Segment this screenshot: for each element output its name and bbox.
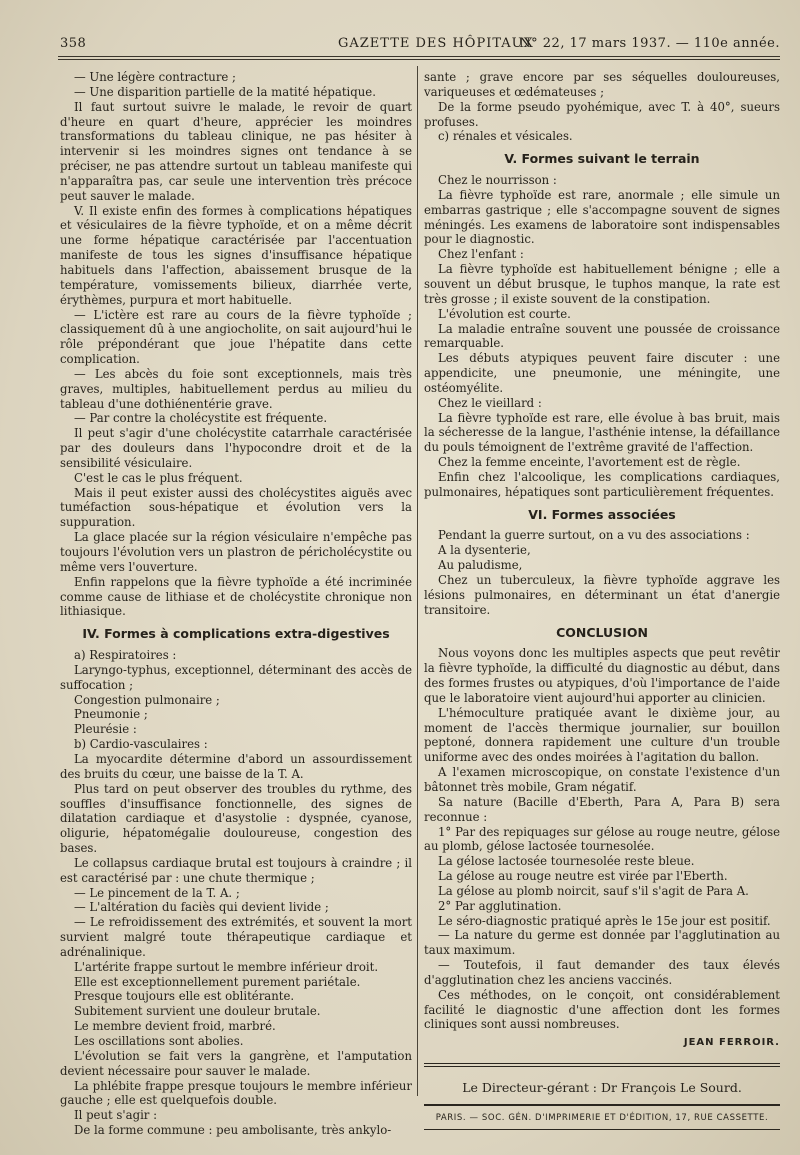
director-line: Le Directeur-gérant : Dr François Le Sourd. xyxy=(462,1080,742,1096)
paragraph: La phlébite frappe presque toujours le membre inférieur gauche ; elle est quelquefois double. xyxy=(60,1078,412,1108)
paragraph: — Une disparition partielle de la matité hépatique. xyxy=(74,84,376,99)
paragraph: — L'ictère est rare au cours de la fièvre typhoïde ; classiquement dû à une angiocholite, on sait aujourd'hui le rôle prépondérant que joue l'hépatite dans cette complication. xyxy=(60,307,412,367)
page-header xyxy=(58,34,780,56)
paragraph: Pneumonie ; xyxy=(74,707,148,722)
imprint-rule xyxy=(424,1104,780,1106)
paragraph: Au paludisme, xyxy=(438,558,523,573)
paragraph: Congestion pulmonaire ; xyxy=(74,692,220,707)
paragraph: La fièvre typhoïde est rare, anormale ; elle simule un embarras gastrique ; elle s'accompagne souvent de signes méningés. Les examens de laboratoire sont indispensables pour le diagnostic. xyxy=(424,187,780,247)
closing-double-rule xyxy=(424,1063,780,1067)
paragraph: Pleurésie : xyxy=(74,722,137,737)
paragraph: — Une légère contracture ; xyxy=(74,70,236,84)
paragraph: De la forme commune : peu ambolisante, très ankylo- xyxy=(74,1123,392,1138)
paragraph: c) rénales et vésicales. xyxy=(438,129,573,144)
author-signature: JEAN FERROIR. xyxy=(683,1037,780,1049)
paragraph: Elle est exceptionnellement purement pariétale. xyxy=(74,974,361,989)
paragraph: Presque toujours elle est oblitérante. xyxy=(74,989,295,1004)
paragraph: C'est le cas le plus fréquent. xyxy=(74,470,243,485)
section-heading: CONCLUSION xyxy=(556,624,648,640)
header-rule xyxy=(58,56,780,57)
paragraph: a) Respiratoires : xyxy=(74,648,177,663)
printer-imprint: PARIS. — SOC. GÉN. D'IMPRIMERIE ET D'ÉDITION, 17, RUE CASSETTE. xyxy=(435,1113,769,1123)
paragraph: Chez le vieillard : xyxy=(438,395,542,410)
paragraph: Mais il peut exister aussi des cholécystites aiguës avec tuméfaction sous-hépatique et évolution vers la suppuration. xyxy=(60,485,412,530)
paragraph: — Par contre la cholécystite est fréquente. xyxy=(74,411,328,426)
paragraph: L'évolution est courte. xyxy=(438,306,571,321)
paragraph: Subitement survient une douleur brutale. xyxy=(74,1004,321,1019)
paragraph: Enfin rappelons que la fièvre typhoïde a été incriminée comme cause de lithiase et de cholécystite chronique non lithiasique. xyxy=(60,574,412,619)
paragraph: Les débuts atypiques peuvent faire discuter : une appendicite, une pneumonie, une méningite, une ostéomyélite. xyxy=(424,351,780,395)
paragraph: La gélose lactosée tournesolée reste bleue. xyxy=(438,854,695,869)
paragraph: Il peut s'agir : xyxy=(74,1108,158,1123)
paragraph: Pendant la guerre surtout, on a vu des associations : xyxy=(438,528,750,543)
paragraph: Nous voyons donc les multiples aspects que peut revêtir la fièvre typhoïde, la difficulté du diagnostic au début, dans des formes frustes ou atypiques, d'où l'importance de l'aide que le laboratoire vient aujourd'hui apporter au clinicien. xyxy=(424,646,780,705)
paragraph: — Toutefois, il faut demander des taux élevés d'agglutination chez les anciens vaccinés. xyxy=(424,958,780,987)
paragraph: sante ; grave encore par ses séquelles douloureuses, variqueuses et œdémateuses ; xyxy=(424,70,780,99)
paragraph: Chez un tuberculeux, la fièvre typhoïde aggrave les lésions pulmonaires, en déterminant un état d'anergie transitoire. xyxy=(424,573,780,617)
header-rule-double xyxy=(58,59,780,60)
paragraph: L'évolution se fait vers la gangrène, et l'amputation devient nécessaire pour sauver le malade. xyxy=(60,1048,412,1078)
column-divider xyxy=(417,66,418,1096)
paragraph: — Les abcès du foie sont exceptionnels, mais très graves, multiples, habituellement perdus au milieu du tableau d'une dothiénentérie grave. xyxy=(60,366,412,411)
paragraph: La gélose au plomb noircit, sauf s'il s'agit de Para A. xyxy=(438,883,749,898)
paragraph: Il peut s'agir d'une cholécystite catarrhale caractérisée par des douleurs dans l'hypocondre droit et de la sensibilité vésiculaire. xyxy=(60,426,412,470)
paragraph: — L'altération du faciès qui devient livide ; xyxy=(74,900,329,915)
paragraph: A l'examen microscopique, on constate l'existence d'un bâtonnet très mobile, Gram négatif. xyxy=(424,765,780,794)
paragraph: V. Il existe enfin des formes à complications hépatiques et vésiculaires de la fièvre typhoïde, et on a même décrit une forme hépatique caractérisée par l'accentuation manifeste de tous les signes d'insuffisance hépatique habituels dans l'affection, abaissement brusque de la température, vomissements bilieux, diarrhée verte, érythèmes, purpura et mort habituelle. xyxy=(60,203,412,307)
left-column xyxy=(60,70,412,1138)
paragraph: Le membre devient froid, marbré. xyxy=(74,1019,276,1034)
paragraph: Chez la femme enceinte, l'avortement est de règle. xyxy=(438,455,741,470)
paragraph: A la dysenterie, xyxy=(438,543,531,558)
paragraph: Chez l'enfant : xyxy=(438,247,524,262)
paragraph: Laryngo-typhus, exceptionnel, déterminant des accès de suffocation ; xyxy=(60,662,412,692)
paragraph: Le collapsus cardiaque brutal est toujours à craindre ; il est caractérisé par : une chute thermique ; xyxy=(60,855,412,885)
paragraph: La maladie entraîne souvent une poussée de croissance remarquable. xyxy=(424,321,780,351)
paragraph: Sa nature (Bacille d'Eberth, Para A, Para B) sera reconnue : xyxy=(424,794,780,824)
section-heading: VI. Formes associées xyxy=(528,506,676,522)
paragraph: Enfin chez l'alcoolique, les complications cardiaques, pulmonaires, hépatiques sont particulièrement fréquentes. xyxy=(424,469,780,499)
paragraph: Chez le nourrisson : xyxy=(438,173,557,188)
paragraph: Le séro-diagnostic pratiqué après le 15e jour est positif. xyxy=(438,913,771,928)
section-heading: IV. Formes à complications extra-digestives xyxy=(82,626,390,642)
paragraph: Il faut surtout suivre le malade, le revoir de quart d'heure en quart d'heure, apprécier les moindres transformations du tableau clinique, ne pas hésiter à intervenir si les moindres signes ont tendance à se préciser, ne pas attendre surtout un tableau manifeste qui n'apparaîtra pas, car seule une intervention très précoce peut sauver le malade. xyxy=(60,99,412,203)
issue-date: N° 22, 17 mars 1937. — 110e année. xyxy=(519,36,780,51)
paragraph: — La nature du germe est donnée par l'agglutination au taux maximum. xyxy=(424,928,780,958)
paragraph: L'hémoculture pratiquée avant le dixième jour, au moment de l'accès thermique journalier, sur bouillon peptoné, donnera rapidement une culture d'un trouble uniforme avec des ondes moirées à l'agitation du ballon. xyxy=(424,705,780,765)
paragraph: L'artérite frappe surtout le membre inférieur droit. xyxy=(74,959,379,974)
paragraph: La gélose au rouge neutre est virée par l'Eberth. xyxy=(438,869,728,884)
paragraph: La glace placée sur la région vésiculaire n'empêche pas toujours l'évolution vers un plastron de péricholécystite ou même vers l'ouverture. xyxy=(60,530,412,574)
paragraph: De la forme pseudo pyohémique, avec T. à 40°, sueurs profuses. xyxy=(424,99,780,129)
paragraph: 2° Par agglutination. xyxy=(438,898,562,913)
imprint-bottom-rule xyxy=(424,1129,780,1130)
paragraph: — Le pincement de la T. A. ; xyxy=(74,885,240,900)
paragraph: La fièvre typhoïde est habituellement bénigne ; elle a souvent un début brusque, le tuphos manque, la rate est très grosse ; il existe souvent de la constipation. xyxy=(424,262,780,306)
journal-title: GAZETTE DES HÔPITAUX xyxy=(338,36,534,51)
paragraph: Plus tard on peut observer des troubles du rythme, des souffles d'insuffisance fonctionnelle, des signes de dilatation cardiaque et d'asystolie : dyspnée, cyanose, oligurie, hépatomégalie douloureuse, congestion des bases. xyxy=(60,781,412,856)
paragraph: 1° Par des repiquages sur gélose au rouge neutre, gélose au plomb, gélose lactosée tournesolée. xyxy=(424,824,780,854)
section-heading: V. Formes suivant le terrain xyxy=(504,151,700,167)
paragraph: Ces méthodes, on le conçoit, ont considérablement facilité le diagnostic d'une affection dont les formes cliniques sont aussi nombreuses. xyxy=(424,987,780,1032)
paragraph: b) Cardio-vasculaires : xyxy=(74,737,208,752)
paragraph: La fièvre typhoïde est rare, elle évolue à bas bruit, mais la sécheresse de la langue, l'asthénie intense, la défaillance du pouls témoignent de l'extrême gravité de l'affection. xyxy=(424,410,780,455)
paragraph: Les oscillations sont abolies. xyxy=(74,1034,244,1048)
paragraph: La myocardite détermine d'abord un assourdissement des bruits du cœur, une baisse de la T. A. xyxy=(60,751,412,781)
paragraph: — Le refroidissement des extrémités, et souvent la mort survient malgré toute thérapeutique cardiaque et adrénalinique. xyxy=(60,915,412,959)
right-column xyxy=(424,70,780,1130)
page-number: 358 xyxy=(60,36,87,51)
